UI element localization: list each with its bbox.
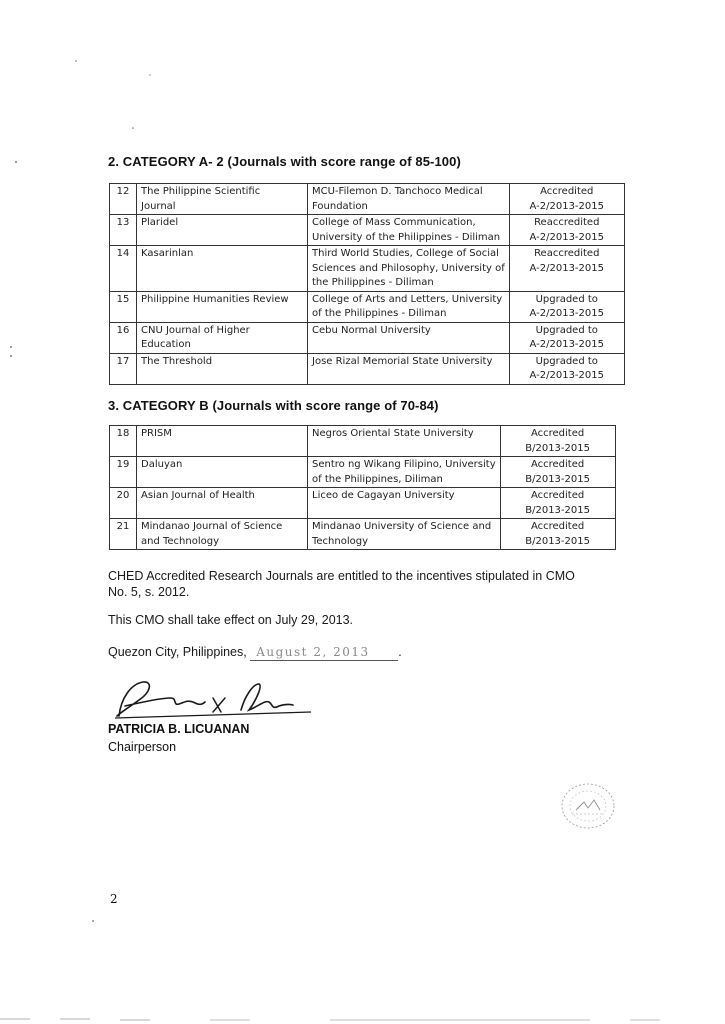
table-row: [110, 291, 625, 322]
cell-institution: [308, 488, 501, 519]
cell-institution-line: College of Mass Communication,: [312, 217, 476, 228]
cell-journal-line: The Philippine Scientific: [141, 186, 261, 197]
faint-seal-stamp: [558, 780, 618, 832]
handwritten-signature: [113, 676, 313, 722]
table-row: [110, 488, 616, 519]
incentives-paragraph: [108, 568, 638, 600]
date-stamp: August 2, 2013: [250, 644, 398, 661]
cell-journal: [137, 291, 308, 322]
cell-journal-line: PRISM: [141, 428, 172, 439]
cell-journal-line: Asian Journal of Health: [141, 490, 255, 501]
cell-status: [500, 457, 615, 488]
cell-institution: [308, 519, 501, 550]
cell-status-line: B/2013-2015: [525, 504, 590, 516]
cell-status-line: Reaccredited: [534, 248, 600, 259]
cell-journal-line: The Threshold: [141, 355, 213, 367]
cell-number: 14: [110, 246, 137, 292]
cell-status-line: Accredited: [530, 459, 585, 470]
cell-status-line: Upgraded to: [535, 293, 598, 305]
cell-number: 13: [110, 215, 137, 246]
signatory-title: Chairperson: [108, 740, 177, 754]
cell-institution-line: Technology: [312, 535, 369, 547]
cell-status: [500, 519, 615, 550]
table-row: [110, 215, 625, 246]
cell-status-line: A-2/2013-2015: [529, 308, 604, 319]
category-b-heading: 3. CATEGORY B (Journals with score range of 70-84): [108, 398, 439, 413]
cell-status-line: A-2/2013-2015: [529, 231, 604, 243]
cell-number: 16: [110, 322, 137, 353]
place-end: .: [398, 645, 402, 659]
cell-institution: [308, 291, 510, 322]
cell-status: [509, 353, 624, 384]
cell-status: [509, 322, 624, 353]
cell-journal-line: Journal: [141, 200, 176, 212]
cell-status-line: B/2013-2015: [525, 473, 590, 485]
cell-number: 19: [110, 457, 137, 488]
cell-institution-line: the Philippines - Diliman: [312, 277, 434, 288]
cell-journal: [137, 184, 308, 215]
cell-institution: [308, 246, 510, 292]
category-b-table: [109, 425, 616, 550]
cell-number: 15: [110, 291, 137, 322]
cell-institution-line: University of the Philippines - Diliman: [312, 231, 501, 243]
cell-status-line: B/2013-2015: [525, 442, 590, 454]
cell-status-line: A-2/2013-2015: [529, 370, 604, 381]
cell-status: [509, 291, 624, 322]
cell-status: [509, 184, 624, 215]
cell-institution-line: College of Arts and Letters, University: [312, 293, 503, 305]
table-row: [110, 426, 616, 457]
cell-status-line: Accredited: [530, 521, 585, 532]
cell-status: [509, 246, 624, 292]
cell-journal: [137, 322, 308, 353]
cell-journal-line: Daluyan: [141, 459, 183, 470]
page-number: 2: [110, 892, 118, 906]
cell-journal-line: and Technology: [141, 535, 220, 547]
category-a2-table: [109, 183, 625, 385]
cell-institution-line: Liceo de Cagayan University: [312, 490, 455, 501]
cell-status: [500, 488, 615, 519]
cell-journal-line: CNU Journal of Higher: [141, 324, 250, 336]
cell-status-line: A-2/2013-2015: [529, 339, 604, 350]
cell-status-line: Upgraded to: [535, 324, 598, 336]
cell-journal-line: Mindanao Journal of Science: [141, 521, 283, 532]
cell-number: 12: [110, 184, 137, 215]
cell-institution: [308, 457, 501, 488]
cell-institution-line: Third World Studies, College of Social: [312, 248, 499, 259]
cell-status-line: Accredited: [530, 490, 585, 501]
cell-journal: [137, 426, 308, 457]
cell-institution-line: Sciences and Philosophy, University of: [312, 262, 505, 274]
cell-status-line: A-2/2013-2015: [529, 262, 604, 274]
cell-institution-line: Sentro ng Wikang Filipino, University: [312, 459, 496, 470]
place-date-line: [108, 644, 638, 661]
cell-status: [500, 426, 615, 457]
cell-journal: [137, 215, 308, 246]
cell-number: 18: [110, 426, 137, 457]
cell-journal: [137, 457, 308, 488]
cell-status-line: Accredited: [540, 186, 594, 197]
cell-journal: [137, 519, 308, 550]
cell-journal-line: Philippine Humanities Review: [141, 293, 289, 305]
cell-number: 20: [110, 488, 137, 519]
cell-institution: [308, 426, 501, 457]
incentives-line-1: CHED Accredited Research Journals are entitled to the incentives stipulated in CMO: [108, 569, 575, 583]
cell-institution: [308, 322, 510, 353]
cell-institution-line: of the Philippines - Diliman: [312, 308, 447, 319]
cell-status-line: A-2/2013-2015: [529, 200, 604, 212]
cell-status-line: Upgraded to: [535, 355, 598, 367]
incentives-line-2: No. 5, s. 2012.: [108, 585, 190, 599]
cell-status-line: Accredited: [530, 428, 585, 439]
cell-institution: [308, 184, 510, 215]
cell-journal-line: Plaridel: [141, 217, 179, 228]
table-row: [110, 184, 625, 215]
cell-institution-line: Negros Oriental State University: [312, 428, 474, 439]
cell-number: 21: [110, 519, 137, 550]
cell-institution-line: Mindanao University of Science and: [312, 521, 492, 532]
cell-institution-line: Jose Rizal Memorial State University: [312, 355, 493, 367]
cell-institution: [308, 353, 510, 384]
cell-status-line: Reaccredited: [534, 217, 600, 228]
table-row: [110, 457, 616, 488]
cell-journal-line: Kasarinlan: [141, 248, 194, 259]
cell-journal-line: Education: [141, 339, 191, 350]
category-a2-heading: 2. CATEGORY A- 2 (Journals with score range of 85-100): [108, 154, 461, 169]
cell-journal: [137, 488, 308, 519]
effectivity-paragraph: This CMO shall take effect on July 29, 2013.: [108, 613, 354, 627]
cell-status: [509, 215, 624, 246]
cell-journal: [137, 353, 308, 384]
cell-institution-line: MCU-Filemon D. Tanchoco Medical: [312, 186, 483, 197]
table-row: [110, 246, 625, 292]
cell-status-line: B/2013-2015: [525, 535, 590, 547]
table-row: [110, 322, 625, 353]
place-text: Quezon City, Philippines,: [108, 645, 247, 659]
signatory-name: PATRICIA B. LICUANAN: [108, 722, 250, 736]
cell-institution: [308, 215, 510, 246]
cell-institution-line: of the Philippines, Diliman: [312, 473, 443, 485]
cell-number: 17: [110, 353, 137, 384]
cell-journal: [137, 246, 308, 292]
table-row: [110, 353, 625, 384]
cell-institution-line: Cebu Normal University: [312, 324, 431, 336]
table-row: [110, 519, 616, 550]
cell-institution-line: Foundation: [312, 200, 368, 212]
